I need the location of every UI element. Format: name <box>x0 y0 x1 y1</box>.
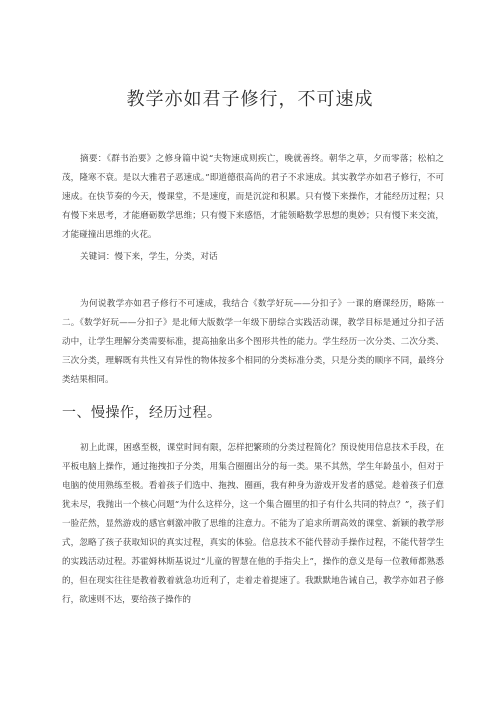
document-title: 教学亦如君子修行，不可速成 <box>126 89 374 110</box>
intro-paragraph: 为何说教学亦如君子修行不可速成，我结合《数学好玩——分扣子》一课的磨课经历，略陈一二。《数学好玩——分扣子》是北师大版数学一年级下册综合实践活动课，教学目标是通过分扣子活动中，让学生理解分类需要标准，提高抽象出多个图形共性的能力。学生经历一次分类、二次分类、三次分类，理解既有共性又有异性的物体按多个相同的分类标准分类，只是分类的顺序不同，最终分类结果相同。 <box>62 299 444 385</box>
section-heading-1: 一、慢操作，经历过程。 <box>62 405 222 421</box>
abstract-paragraph: 摘要：《群书治要》之修身篇中说“夫物速成则疾亡，晚就善终。朝华之草，夕而零落；松柏之茂，隆寒不衰。是以大雅君子恶速成。”即道德很高尚的君子不求速成。其实教学亦如君子修行，不可速成。在快节奏的今天，慢课堂，不是速度，而是沉淀和积累。只有慢下来操作，才能经历过程；只有慢下来思考，才能磨砺数学思维；只有慢下来感悟，才能领略数学思想的奥妙；只有慢下来交流，才能碰撞出思维的火花。 <box>62 154 444 240</box>
section-1-paragraph: 初上此课，困惑至极，课堂时间有限，怎样把繁琐的分类过程简化？预设使用信息技术手段，在平板电脑上操作，通过拖拽扣子分类，用集合圈圈出分的每一类。果不其然，学生年龄虽小，但对于电脑的使用熟练至极。看着孩子们选中、拖拽、圈画，我有种身为游戏开发者的感觉。趁着孩子们意犹未尽，我抛出一个核心问题“为什么这样分，这一个集合圈里的扣子有什么共同的特点？”，孩子们一脸茫然，显然游戏的感官刺激冲散了思维的注意力。不能为了追求所谓高效的课堂、新颖的教学形式，忽略了孩子获取知识的真实过程，真实的体验。信息技术不能代替动手操作过程，不能代替学生的实践活动过程。苏霍姆林斯基说过“儿童的智慧在他的手指尖上”，操作的意义是每一位教师都熟悉的，但在现实往往是教着教着就急功近利了，走着走着提速了。我默默地告诫自己，教学亦如君子修行，欲速则不达，要给孩子操作的 <box>62 443 444 605</box>
keywords-line: 关键词：慢下来，学生，分类，对话 <box>80 252 218 262</box>
